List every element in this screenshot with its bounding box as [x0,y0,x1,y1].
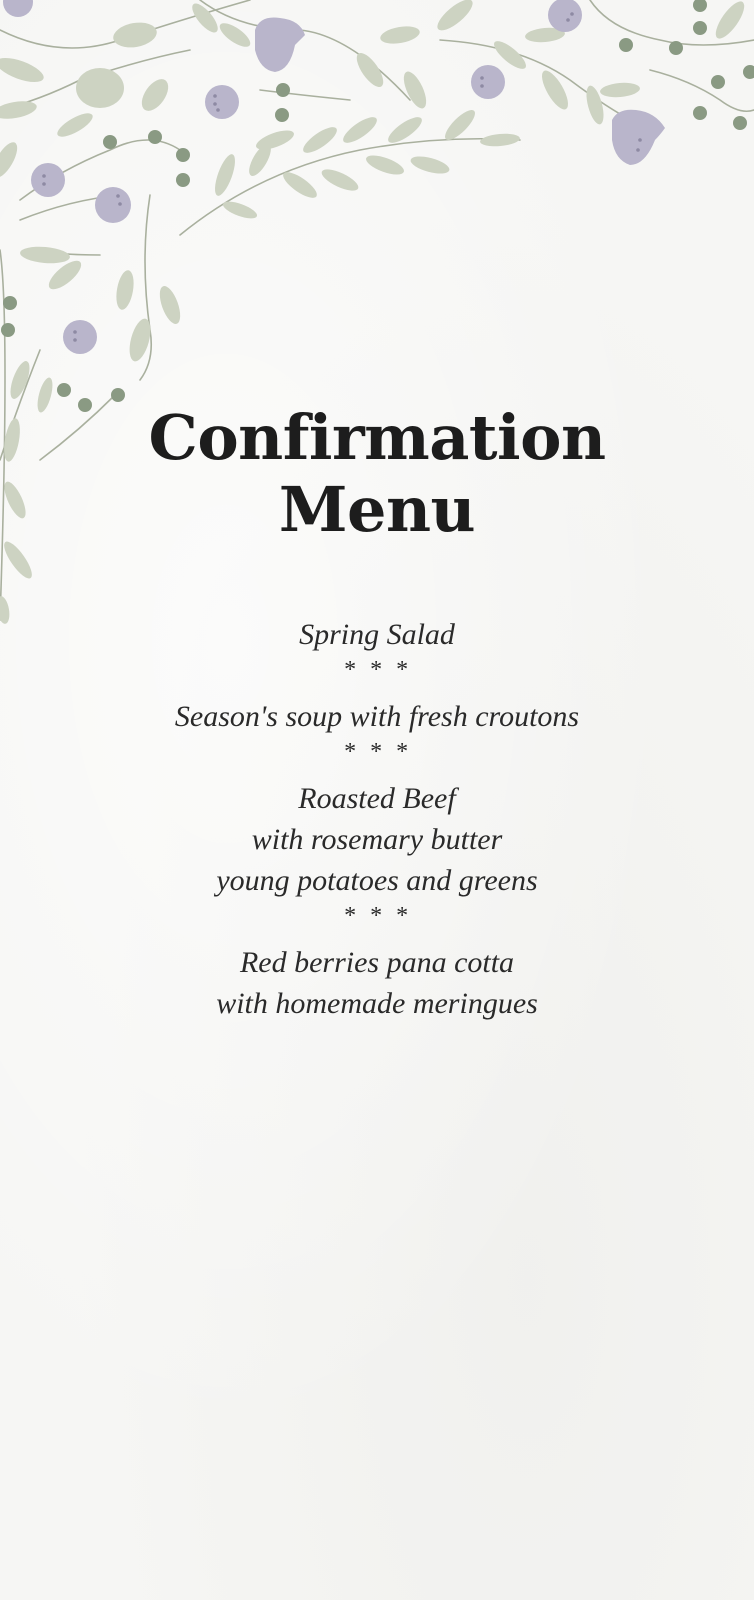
leaf-icon [114,269,137,311]
leaf-icon [0,53,47,87]
leaf-icon [409,153,451,177]
leaf-icon [352,49,388,91]
berry-icon [1,323,15,337]
flower-bud-icon [95,187,131,223]
course-2-text: Season's soup with fresh croutons [174,700,580,733]
course-3-line-3: young potatoes and greens [216,864,538,897]
leaf-icon [111,19,158,50]
berry-icon [669,41,683,55]
flower-bud-icon [31,163,65,197]
flower-bud-icon [612,110,665,165]
berry-icon [275,108,289,122]
title-line-1: Confirmation [148,401,606,474]
berry-icon [3,296,17,310]
berry-icon [57,383,71,397]
berry-icon [103,135,117,149]
course-1-text: Spring Salad [299,618,455,651]
leaf-icon [0,139,22,182]
leaf-icon [300,123,341,157]
berry-icon [276,83,290,97]
leaf-icon [280,168,321,202]
berry-icon [176,173,190,187]
berry-icon [111,388,125,402]
leaf-icon [211,152,239,198]
course-separator: * * * [343,657,411,683]
berry-icon [693,0,707,12]
title-line-2: Menu [278,473,476,546]
berry-icon [743,65,754,79]
leaf-icon [480,132,521,147]
course-3-line-1: Roasted Beef [298,782,456,815]
leaf-icon [537,67,573,113]
flower-bud-icon [3,0,33,17]
page-title [0,402,754,546]
leaf-icon [711,0,749,43]
leaf-icon [7,359,34,401]
course-separator: * * * [343,903,411,929]
leaf-icon [76,68,124,108]
flower-bud-icon [471,65,505,99]
berry-icon [619,38,633,52]
leaf-icon [364,152,406,179]
berry-icon [176,148,190,162]
leaf-icon [156,283,185,326]
leaf-icon [136,75,173,116]
leaf-icon [0,98,38,121]
course-3-line-2: with rosemary butter [251,823,503,856]
flower-bud-icon [548,0,582,32]
leaf-icon [599,81,640,98]
berry-icon [733,116,747,130]
leaf-icon [319,165,361,195]
course-separator: * * * [343,739,411,765]
leaf-icon [188,0,222,36]
flower-bud-icon [205,85,239,119]
leaf-icon [340,113,381,147]
leaf-icon [54,109,96,141]
leaf-icon [379,24,421,47]
menu-courses [0,614,754,1024]
leaf-icon [19,245,70,265]
berry-icon [693,21,707,35]
berry-icon [148,130,162,144]
flower-bud-icon [63,320,97,354]
leaf-icon [399,68,430,111]
berry-icon [711,75,725,89]
course-4-line-2: with homemade meringues [216,987,538,1020]
leaf-icon [433,0,477,35]
course-4-line-1: Red berries pana cotta [239,946,515,979]
flower-bud-icon [255,18,305,73]
berry-icon [693,106,707,120]
